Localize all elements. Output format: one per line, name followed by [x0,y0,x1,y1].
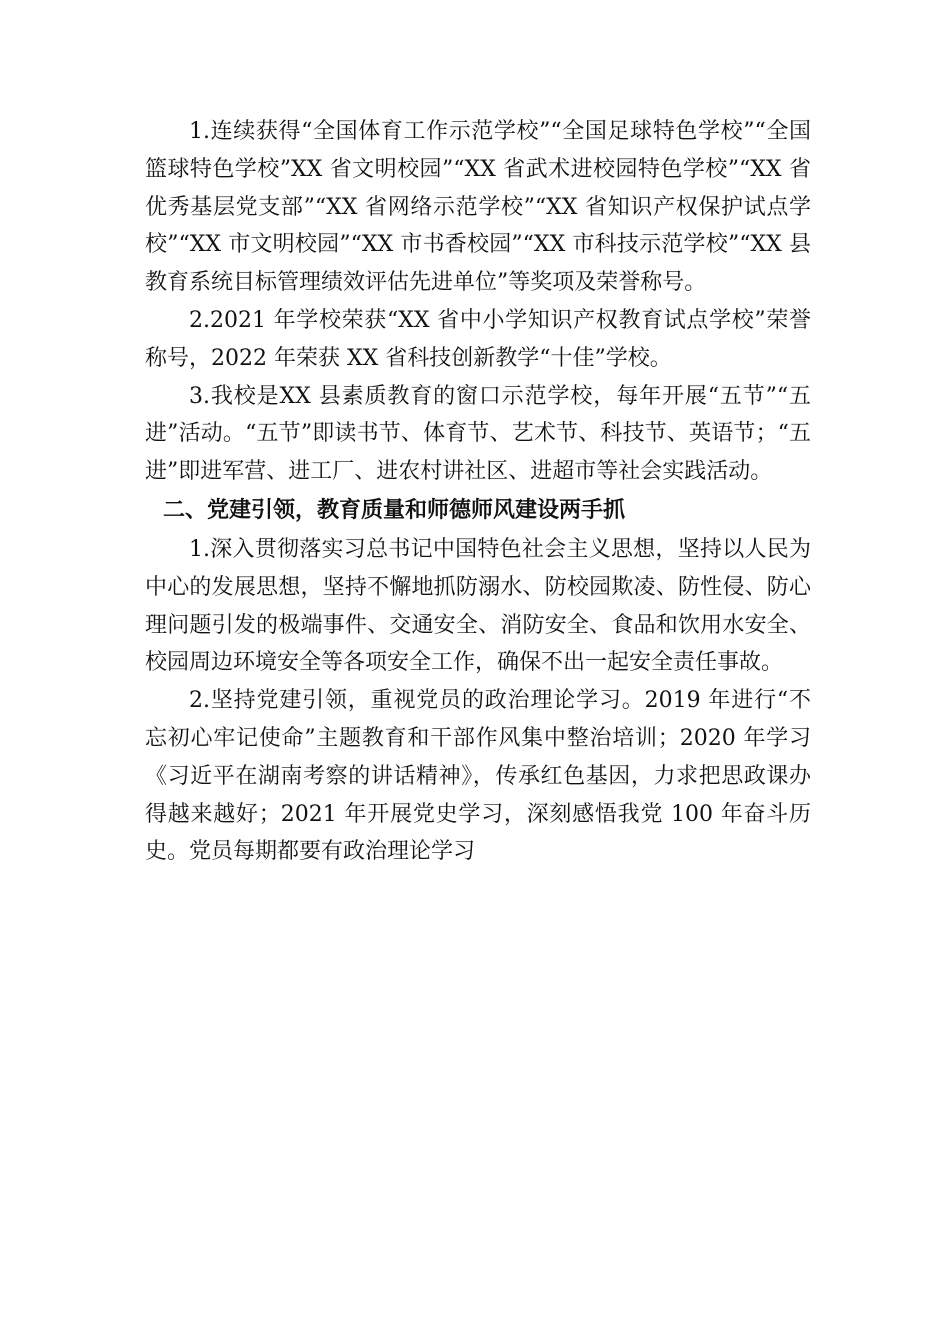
paragraph-safety-work: 1.深入贯彻落实习总书记中国特色社会主义思想，坚持以人民为中心的发展思想，坚持不懈地抓防溺水、防校园欺凌、防性侵、防心理问题引发的极端事件、交通安全、消防安全、食品和饮用水安全、校园周边环境安全等各项安全工作，确保不出一起安全责任事故。 [145,536,811,676]
paragraph-party-study: 2.坚持党建引领，重视党员的政治理论学习。2019 年进行“不忘初心牢记使命”主题教育和干部作风集中整治培训；2020 年学习《习近平在湖南考察的讲话精神》，传承红色基因，力求把思政课办得越来越好；2021 年开展党史学习，深刻感悟我党 100 年奋斗历史。党员每期都要有政治理论学习 [145,688,811,865]
paragraph-quality-education: 3.我校是XX 县素质教育的窗口示范学校，每年开展“五节”“五进”活动。“五节”即读书节、体育节、艺术节、科技节、英语节；“五进”即进军营、进工厂、进农村讲社区、进超市等社会实践活动。 [145,383,811,485]
document-body [145,113,811,871]
paragraph-awards-2021-2022: 2.2021 年学校荣获“XX 省中小学知识产权教育试点学校”荣誉称号，2022 年荣获 XX 省科技创新教学“十佳”学校。 [145,307,811,371]
paragraph-honors: 1.连续获得“全国体育工作示范学校”“全国足球特色学校”“全国篮球特色学校”XX 省文明校园”“XX 省武术进校园特色学校”“XX 省优秀基层党支部”“XX 省网络示范学校”“XX 省知识产权保护试点学校”“XX 市文明校园”“XX 市书香校园”“XX 市科技示范学校”“XX 县教育系统目标管理绩效评估先进单位”等奖项及荣誉称号。 [145,119,811,296]
section-heading: 二、党建引领，教育质量和师德师风建设两手抓 [163,497,626,523]
